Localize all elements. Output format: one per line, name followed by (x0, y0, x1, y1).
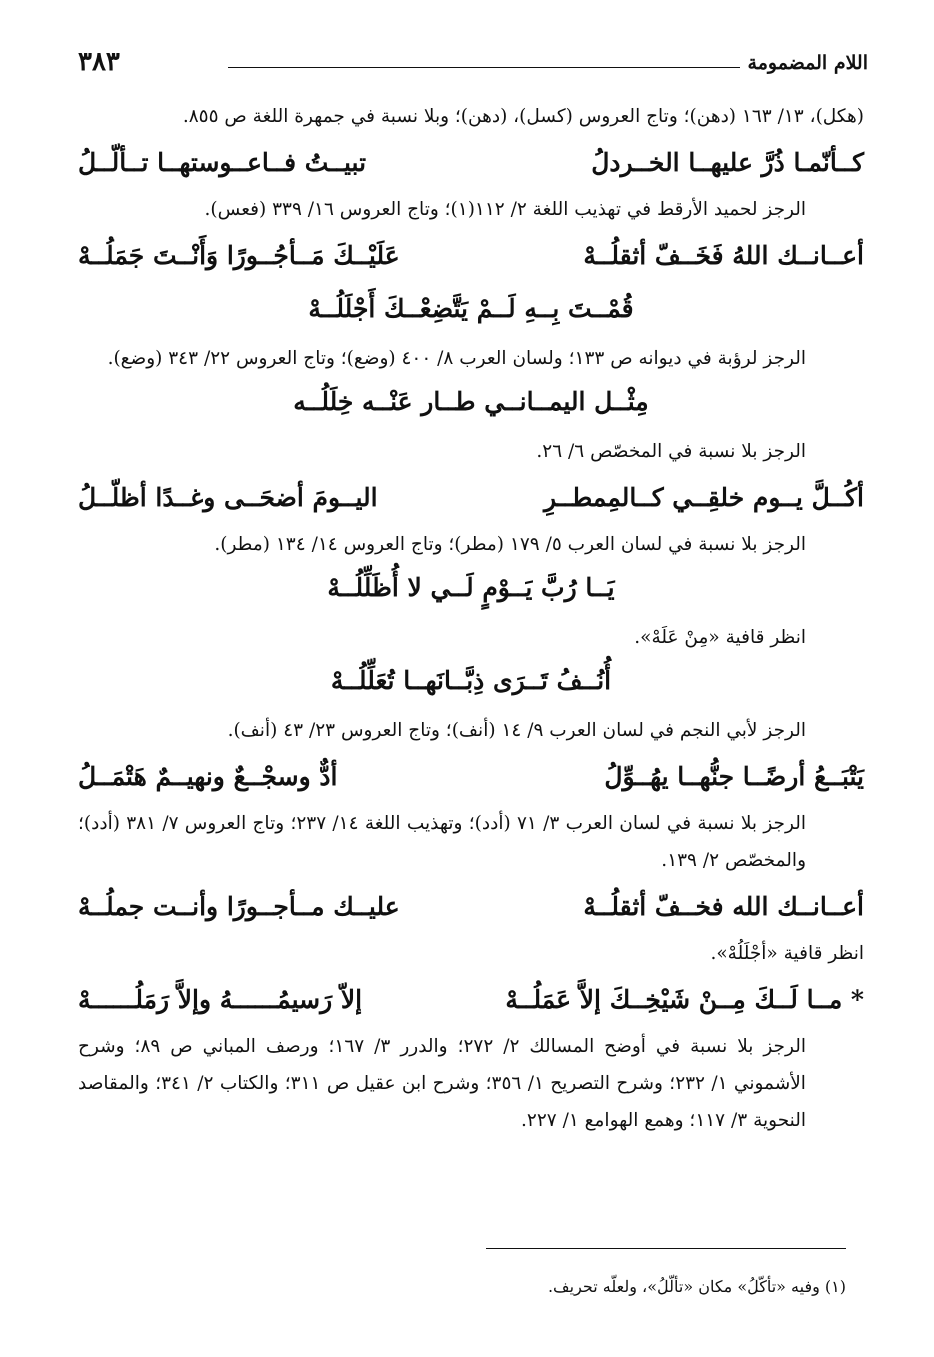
footnote: (١) وفيه «تأكّلُ» مكان «تألّلُ»، ولعلّه تحريف. (547, 1277, 846, 1296)
verse-second-hemistich: عَلَيْــكَ مَــأجُــورًا وَأَنْــتَ جَمَلُــهْ (78, 241, 400, 270)
verse-second-hemistich: عليــك مــأجــورًا وأنــت جملُــهْ (78, 892, 400, 921)
verse-line (78, 135, 864, 191)
page-body (78, 98, 864, 1139)
verse-line (78, 470, 864, 526)
source-note: (هكل)، ١٣/ ١٦٣ (دهن)؛ وتاج العروس (كسل)، (دهن)؛ وبلا نسبة في جمهرة اللغة ص ٨٥٥. (182, 106, 864, 127)
footnote-rule (486, 1248, 846, 1249)
source-note: الرجز بلا نسبة في أوضح المسالك ٢/ ٢٧٢؛ والدرر ٣/ ١٦٧؛ ورصف المباني ص ٨٩؛ وشرح الأشموني ١/ ٢٣٢؛ وشرح التصريح ١/ ٣٥٦؛ وشرح ابن عقيل ص ٣١١؛ والكتاب ٢/ ٣٤١؛ والمقاصد النحوية ٣/ ١١٧؛ وهمع الهوامع ١/ ٢٢٧. (78, 1036, 806, 1131)
verse-second-hemistich: أدٌّ وسجْــعٌ ونهيــمٌ هَتْمَــلُ (78, 762, 338, 791)
source-note: الرجز لرؤبة في ديوانه ص ١٣٣؛ ولسان العرب ٨/ ٤٠٠ (وضع)؛ وتاج العروس ٢٢/ ٣٤٣ (وضع). (107, 348, 806, 369)
verse-first-hemistich: أعــانــك الله فخــفّ أثقلُــهْ (583, 892, 864, 921)
chapter-title: اللام المضمومة (747, 52, 868, 74)
verse-line: أُنُــفُ تَــرَى ذِبَّــانَهــا تُعَلِّلُــهْ (330, 666, 612, 695)
source-note: الرجز لأبي النجم في لسان العرب ٩/ ١٤ (أنف)؛ وتاج العروس ٢٣/ ٤٣ (أنف). (227, 720, 806, 741)
page-header (78, 42, 868, 86)
verse-line: يَــا رُبَّ يَــوْمٍ لَــي لا أُظَلِّلُــهْ (327, 573, 615, 602)
header-rule (228, 67, 740, 68)
verse-line (78, 972, 864, 1028)
source-note: الرجز لحميد الأرقط في تهذيب اللغة ٢/ ١١٢(١)؛ وتاج العروس ١٦/ ٣٣٩ (فعس). (204, 199, 806, 220)
verse-second-hemistich: إلاّ رَسيمُــــــهُ وإلاَّ رَمَلُــــــهْ (78, 985, 363, 1014)
source-note: الرجز بلا نسبة في لسان العرب ٣/ ٧١ (أدد)؛ وتهذيب اللغة ١٤/ ٢٣٧؛ وتاج العروس ٧/ ٣٨١ (أدد)؛ والمخصّص ٢/ ١٣٩. (78, 813, 806, 871)
source-note: الرجز بلا نسبة في لسان العرب ٥/ ١٧٩ (مطر)؛ وتاج العروس ١٤/ ١٣٤ (مطر). (214, 534, 806, 555)
verse-first-hemistich: أكُــلَّ يــوم خلقِــي كــالمِمطــرِ (543, 483, 864, 512)
verse-line (78, 879, 864, 935)
page-number: ٣٨٣ (78, 47, 120, 77)
verse-line: مِثْــل اليمــانــي طــار عَنْــه خِلَلُــه (293, 387, 649, 416)
verse-first-hemistich: يَتْبَــعُ أرضًــا جنُّهــا يهُــوِّلُ (604, 762, 864, 791)
verse-second-hemistich: اليــومَ أضحَــى وغــدًا أظلّــلُ (78, 483, 378, 512)
cross-reference-note: انظر قافية «مِنْ عَلَهْ». (634, 627, 806, 648)
verse-first-hemistich: أعــانــك اللهُ فَخَــفّ أثقلُــهْ (583, 241, 864, 270)
cross-reference-note: انظر قافية «أجْلَلُهْ». (710, 943, 864, 964)
verse-line: قُمْــتَ بِــهِ لَــمْ يَتَّضِعْــكَ أَجْلَلُــهْ (308, 294, 634, 323)
source-note: الرجز بلا نسبة في المخصّص ٦/ ٢٦. (536, 441, 806, 462)
verse-line (78, 228, 864, 284)
verse-line (78, 749, 864, 805)
verse-first-hemistich: * مــا لَــكَ مِــنْ شَيْخِــكَ إلاَّ عَمَلُــهْ (505, 985, 864, 1014)
verse-second-hemistich: تبيــتُ فــاعــوستهــا تــألّــلُ (78, 148, 367, 177)
verse-first-hemistich: كــأنّمـا ذُرَّ عليهــا الخــردلُ (591, 148, 864, 177)
